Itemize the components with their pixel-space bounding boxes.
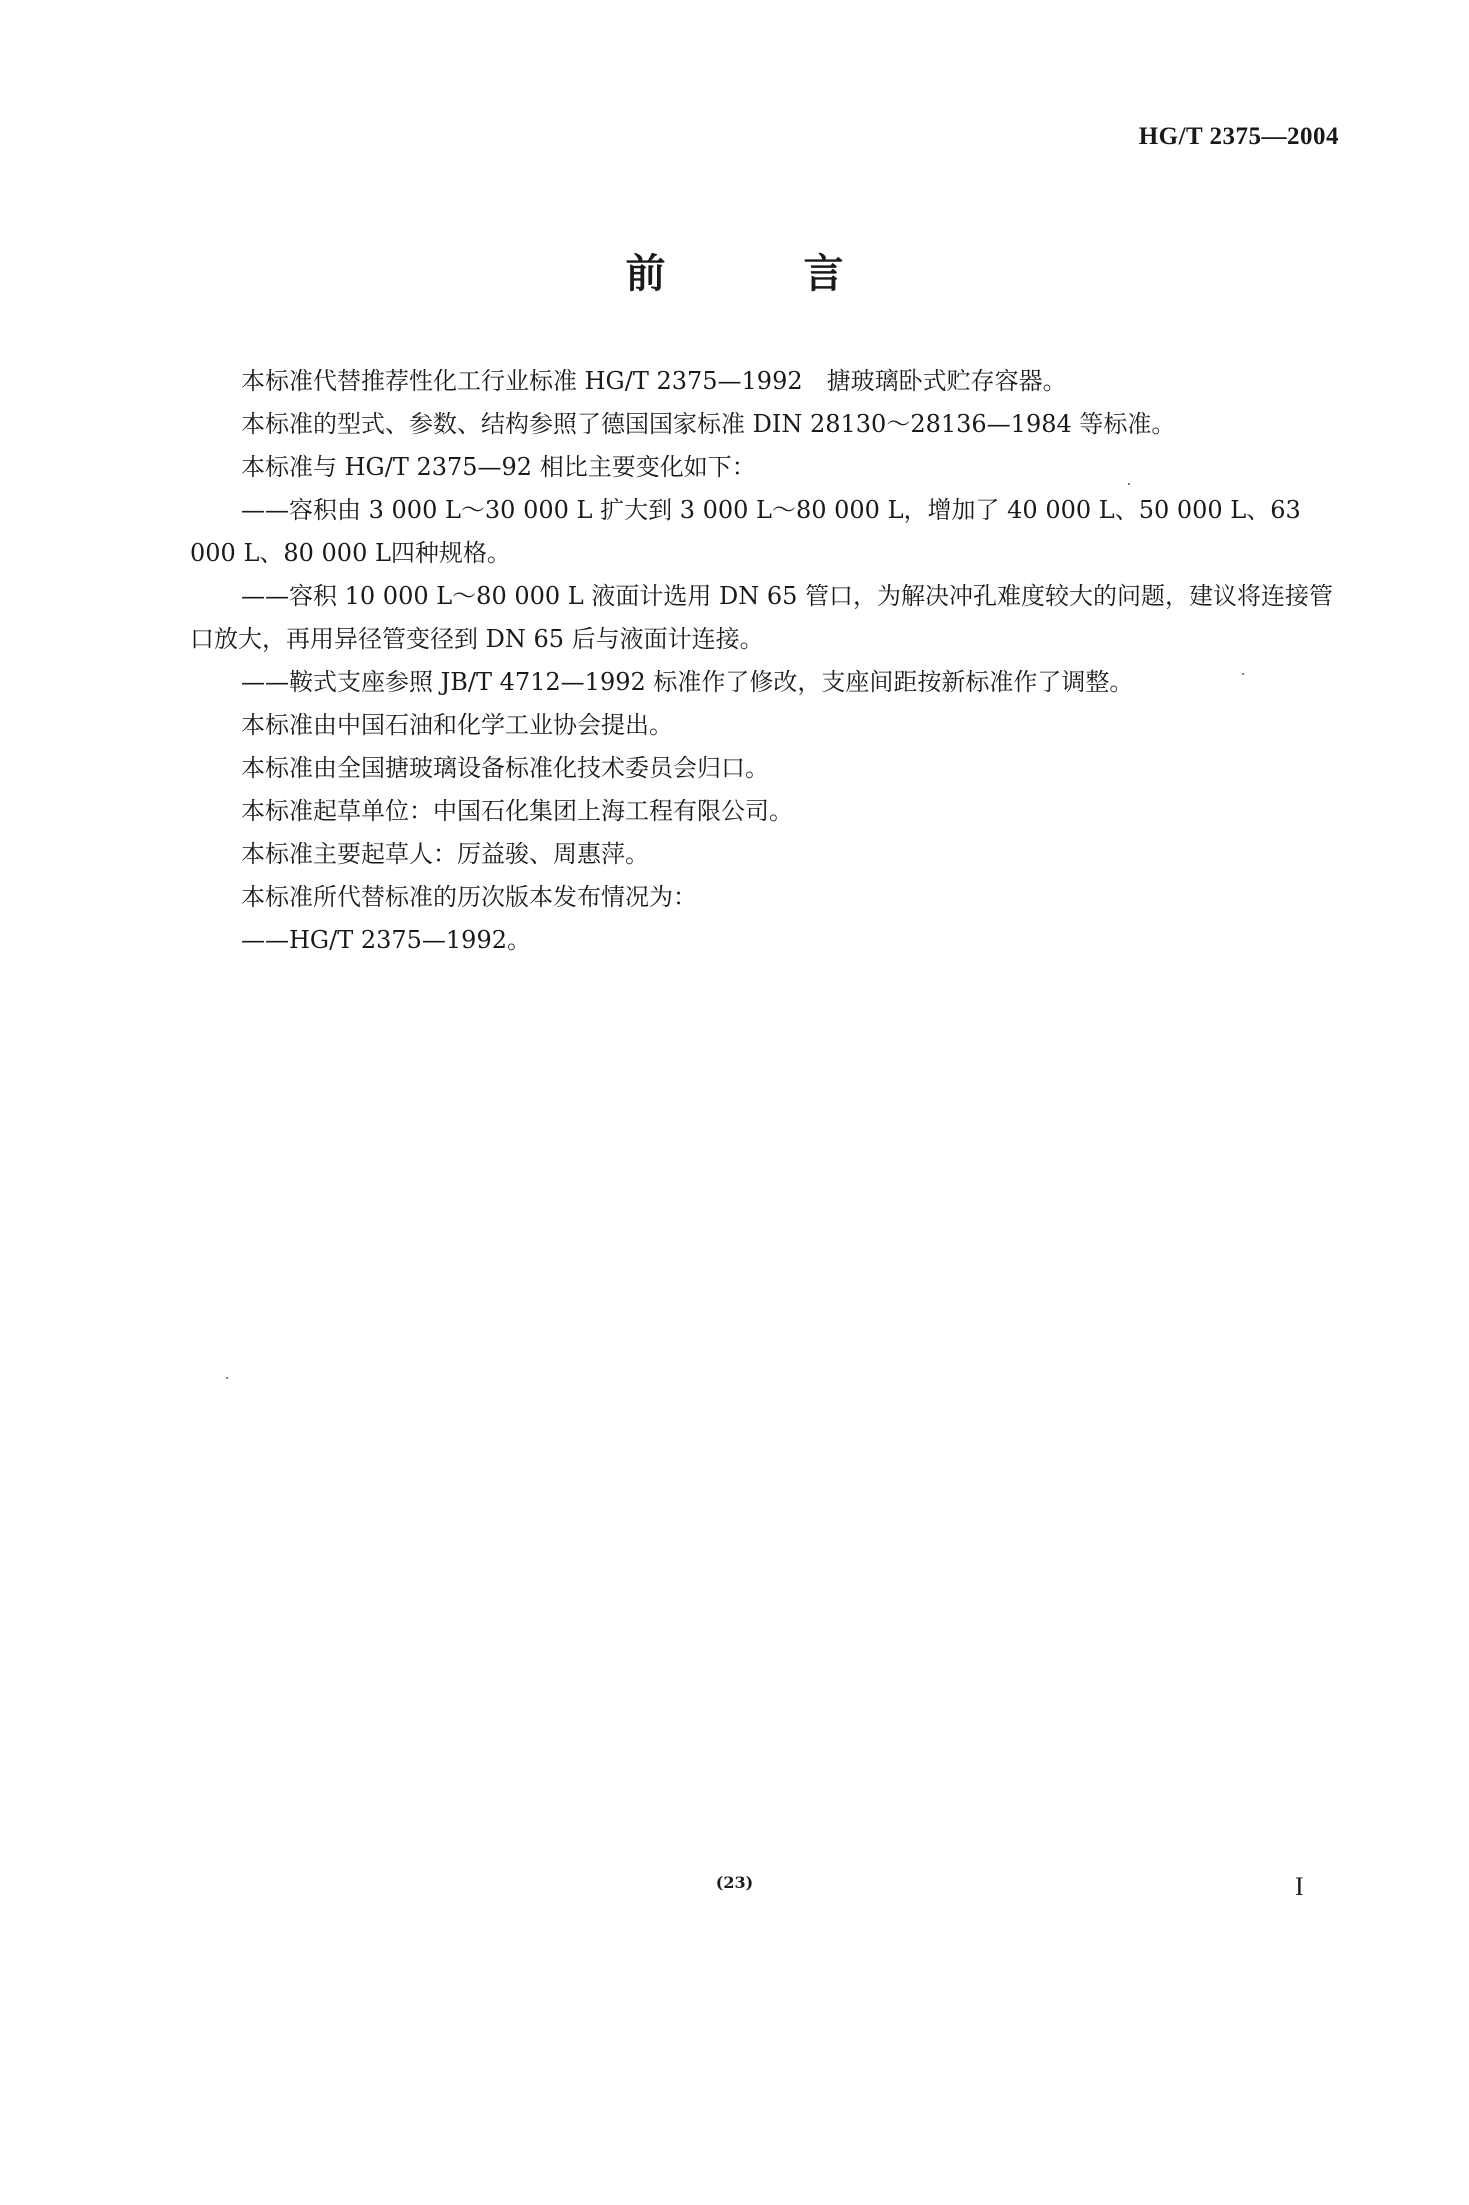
paragraph: 本标准由中国石油和化学工业协会提出。 [241, 711, 673, 739]
paragraph: 本标准与 HG/T 2375—92 相比主要变化如下： [241, 453, 756, 481]
preface-body [190, 360, 1340, 962]
list-item: ——鞍式支座参照 JB/T 4712—1992 标准作了修改，支座间距按新标准作了调整。 [241, 668, 1134, 696]
scan-speck [1128, 483, 1130, 485]
paragraph: 本标准起草单位：中国石化集团上海工程有限公司。 [241, 797, 793, 825]
page-title: 前 言 [625, 251, 906, 297]
paragraph: 本标准的型式、参数、结构参照了德国国家标准 DIN 28130～28136—1984 等标准。 [241, 410, 1176, 438]
page-number: (23) [715, 1873, 754, 1892]
paragraph: 本标准主要起草人：厉益骏、周惠萍。 [241, 840, 649, 868]
scan-speck [1242, 673, 1244, 675]
standard-code: HG/T 2375—2004 [1138, 123, 1339, 150]
paragraph: 本标准所代替标准的历次版本发布情况为： [241, 883, 697, 911]
scan-speck [226, 1377, 228, 1379]
list-item: ——容积 10 000 L～80 000 L 液面计选用 DN 65 管口，为解决冲孔难度较大的问题，建议将连接管口放大，再用异径管变径到 DN 65 后与液面计连接。 [190, 582, 1334, 653]
roman-page-number: I [1295, 1872, 1304, 1901]
list-item: ——容积由 3 000 L～30 000 L 扩大到 3 000 L～80 000 L，增加了 40 000 L、50 000 L、63 000 L、80 000 L四种规格。 [190, 496, 1301, 567]
paragraph: 本标准代替推荐性化工行业标准 HG/T 2375—1992 搪玻璃卧式贮存容器。 [241, 367, 1067, 395]
paragraph: 本标准由全国搪玻璃设备标准化技术委员会归口。 [241, 754, 769, 782]
list-item: ——HG/T 2375—1992。 [241, 926, 531, 954]
